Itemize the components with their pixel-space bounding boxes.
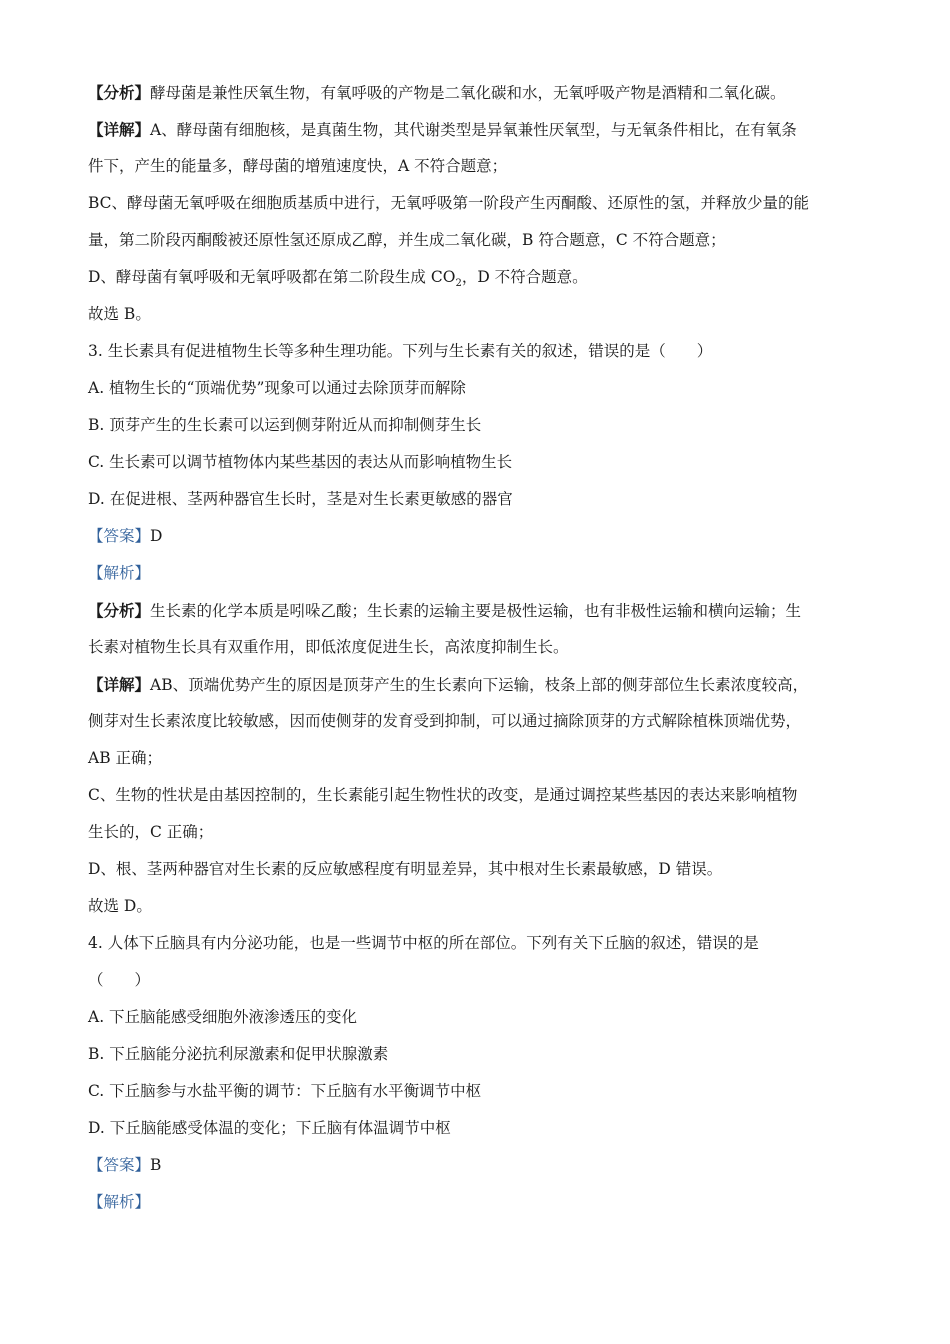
q2-detail-line: BC、酵母菌无氧呼吸在细胞质基质中进行，无氧呼吸第一阶段产生丙酮酸、还原性的氢，并释放少量的能: [88, 194, 810, 212]
q2-detail-line: 量，第二阶段丙酮酸被还原性氢还原成乙醇，并生成二氧化碳，B 符合题意，C 不符合题意；: [88, 231, 726, 249]
q3-stem: 3. 生长素具有促进植物生长等多种生理功能。下列与生长素有关的叙述，错误的是（ ）: [88, 342, 713, 360]
q2-detail-line: D、酵母菌有氧呼吸和无氧呼吸都在第二阶段生成 $CO_2$，D 不符合题意。: [88, 268, 588, 290]
q3-detail: 【详解】AB、顶端优势产生的原因是顶芽产生的生长素向下运输，枝条上部的侧芽部位生长素浓度较高，: [88, 675, 809, 694]
q3-analysis: 长素对植物生长具有双重作用，即低浓度促进生长，高浓度抑制生长。: [88, 638, 569, 656]
q3-option-a: A. 植物生长的“顶端优势”现象可以通过去除顶芽而解除: [88, 379, 466, 397]
q2-analysis: 【分析】酵母菌是兼性厌氧生物，有氧呼吸的产物是二氧化碳和水，无氧呼吸产物是酒精和二氧化碳。: [88, 83, 786, 102]
q4-stem: 4. 人体下丘脑具有内分泌功能，也是一些调节中枢的所在部位。下列有关下丘脑的叙述，错误的是: [88, 934, 759, 952]
q4-option-b: B. 下丘脑能分泌抗利尿激素和促甲状腺激素: [88, 1045, 389, 1063]
q2-conclusion: 故选 B。: [88, 305, 151, 323]
q4-option-d: D. 下丘脑能感受体温的变化；下丘脑有体温调节中枢: [88, 1119, 451, 1137]
q3-analysis: 【分析】生长素的化学本质是吲哚乙酸；生长素的运输主要是极性运输，也有非极性运输和横向运输；生: [88, 601, 802, 620]
q3-option-c: C. 生长素可以调节植物体内某些基因的表达从而影响植物生长: [88, 453, 513, 471]
q4-option-a: A. 下丘脑能感受细胞外液渗透压的变化: [88, 1008, 358, 1026]
q3-detail: C、生物的性状是由基因控制的，生长素能引起生物性状的改变，是通过调控某些基因的表达来影响植物: [88, 786, 798, 804]
q3-detail: D、根、茎两种器官对生长素的反应敏感程度有明显差异，其中根对生长素最敏感，D 错误。: [88, 860, 723, 878]
q3-option-b: B. 顶芽产生的生长素可以运到侧芽附近从而抑制侧芽生长: [88, 416, 482, 434]
q4-option-c: C. 下丘脑参与水盐平衡的调节：下丘脑有水平衡调节中枢: [88, 1082, 482, 1100]
document-page: [88, 74, 878, 1221]
q3-answer: 【答案】D: [88, 527, 163, 545]
q3-detail: 侧芽对生长素浓度比较敏感，因而使侧芽的发育受到抑制，可以通过摘除顶芽的方式解除植株顶端优势，: [88, 712, 802, 730]
q3-detail: 生长的，C 正确；: [88, 823, 214, 841]
q3-conclusion: 故选 D。: [88, 897, 152, 915]
q3-detail: AB 正确；: [88, 749, 163, 767]
q4-stem: （ ）: [88, 971, 151, 989]
q3-option-d: D. 在促进根、茎两种器官生长时，茎是对生长素更敏感的器官: [88, 490, 513, 508]
q3-explanation-label: 【解析】: [88, 564, 151, 582]
q4-explanation-label: 【解析】: [88, 1193, 151, 1211]
q2-detail-line: 件下，产生的能量多，酵母菌的增殖速度快，A 不符合题意；: [88, 157, 508, 175]
q4-answer: 【答案】B: [88, 1156, 162, 1174]
q2-detail-line: 【详解】A、酵母菌有细胞核，是真菌生物，其代谢类型是异氧兼性厌氧型，与无氧条件相比，在有氧条: [88, 120, 797, 139]
